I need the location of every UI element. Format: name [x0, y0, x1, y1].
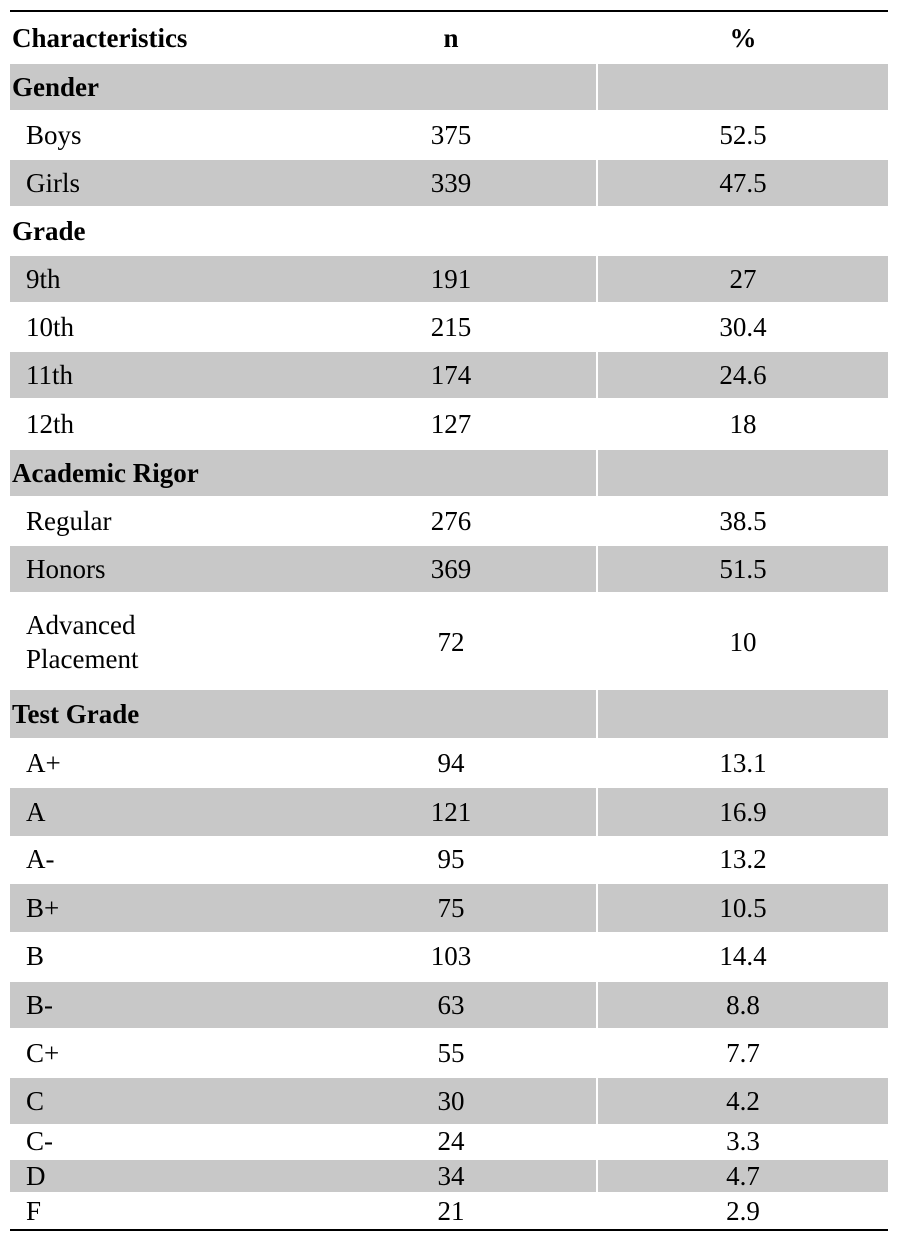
section-row-academic-rigor	[10, 450, 888, 496]
section-title: Grade	[12, 216, 86, 246]
row-percent: 16.9	[598, 788, 888, 836]
row-label: F	[26, 1196, 42, 1226]
row-n: 127	[430, 408, 472, 439]
row-label: B	[26, 941, 45, 971]
section-title: Test Grade	[10, 690, 306, 738]
row-percent: 8.8	[598, 982, 888, 1028]
table-bottom-rule	[10, 1229, 888, 1231]
row-label: 10th	[26, 312, 75, 342]
row-percent: 3.3	[726, 1125, 760, 1156]
section-row-test-grade	[10, 690, 888, 738]
row-label: 9th	[10, 256, 306, 302]
row-label: 11th	[10, 352, 306, 398]
row-n: 34	[306, 1160, 596, 1192]
row-n: 75	[306, 884, 596, 932]
row-percent: 13.1	[719, 747, 767, 778]
row-percent: 10.5	[598, 884, 888, 932]
row-n: 94	[437, 747, 465, 778]
row-percent: 4.2	[598, 1078, 888, 1124]
section-row-grade	[10, 206, 888, 256]
table-row	[10, 884, 888, 932]
row-percent: 52.5	[719, 119, 767, 150]
section-row-gender	[10, 64, 888, 110]
row-n: 103	[430, 940, 472, 971]
row-n: 339	[306, 160, 596, 206]
table-row	[10, 498, 888, 544]
row-percent: 10	[729, 626, 757, 657]
table-row	[10, 982, 888, 1028]
row-label: Honors	[10, 546, 306, 592]
row-percent: 47.5	[598, 160, 888, 206]
section-title: Academic Rigor	[10, 450, 306, 496]
row-n: 95	[437, 843, 465, 874]
row-label: Regular	[26, 506, 112, 536]
row-label: A	[10, 788, 306, 836]
table-row	[10, 160, 888, 206]
row-label: D	[10, 1160, 306, 1192]
table-row	[10, 1030, 888, 1076]
row-n: 174	[306, 352, 596, 398]
row-n: 369	[306, 546, 596, 592]
row-percent: 38.5	[719, 505, 767, 536]
row-percent: 13.2	[719, 843, 767, 874]
row-percent: 4.7	[598, 1160, 888, 1192]
row-percent: 30.4	[719, 311, 767, 342]
row-percent: 2.9	[726, 1195, 760, 1226]
row-label: 12th	[26, 409, 75, 439]
row-n: 191	[306, 256, 596, 302]
table-row	[10, 1124, 888, 1158]
header-n: n	[443, 22, 459, 53]
row-percent: 24.6	[598, 352, 888, 398]
table-row	[10, 400, 888, 448]
row-n: 215	[430, 311, 472, 342]
row-n: 276	[430, 505, 472, 536]
row-percent: 14.4	[719, 940, 767, 971]
row-label: A-	[26, 844, 55, 874]
table-row	[10, 304, 888, 350]
table-row	[10, 546, 888, 592]
row-label: Advanced Placement	[26, 610, 139, 674]
table-row	[10, 788, 888, 836]
table-row	[10, 740, 888, 786]
header-percent: %	[729, 22, 757, 53]
table-row	[10, 1078, 888, 1124]
row-percent: 51.5	[598, 546, 888, 592]
row-label: B-	[10, 982, 306, 1028]
row-percent: 7.7	[726, 1037, 760, 1068]
header-characteristics: Characteristics	[12, 23, 188, 53]
row-percent: 27	[598, 256, 888, 302]
row-label: A+	[26, 748, 61, 778]
row-label: C-	[26, 1126, 53, 1156]
row-label: B+	[10, 884, 306, 932]
row-label: C+	[26, 1038, 60, 1068]
table-header-row	[10, 12, 888, 64]
table-row	[10, 1160, 888, 1192]
row-n: 121	[306, 788, 596, 836]
table-row	[10, 1194, 888, 1228]
row-n: 21	[437, 1195, 465, 1226]
row-n: 72	[437, 626, 465, 657]
row-n: 30	[306, 1078, 596, 1124]
table-row	[10, 594, 888, 690]
table-row	[10, 352, 888, 398]
table-row	[10, 112, 888, 158]
table-row	[10, 836, 888, 882]
row-n: 24	[437, 1125, 465, 1156]
row-label: Girls	[10, 160, 306, 206]
table-row	[10, 932, 888, 980]
row-label: Boys	[26, 120, 82, 150]
row-n: 63	[306, 982, 596, 1028]
row-label: C	[10, 1078, 306, 1124]
row-n: 55	[437, 1037, 465, 1068]
row-percent: 18	[729, 408, 757, 439]
row-n: 375	[430, 119, 472, 150]
section-title: Gender	[10, 64, 306, 110]
table-row	[10, 256, 888, 302]
